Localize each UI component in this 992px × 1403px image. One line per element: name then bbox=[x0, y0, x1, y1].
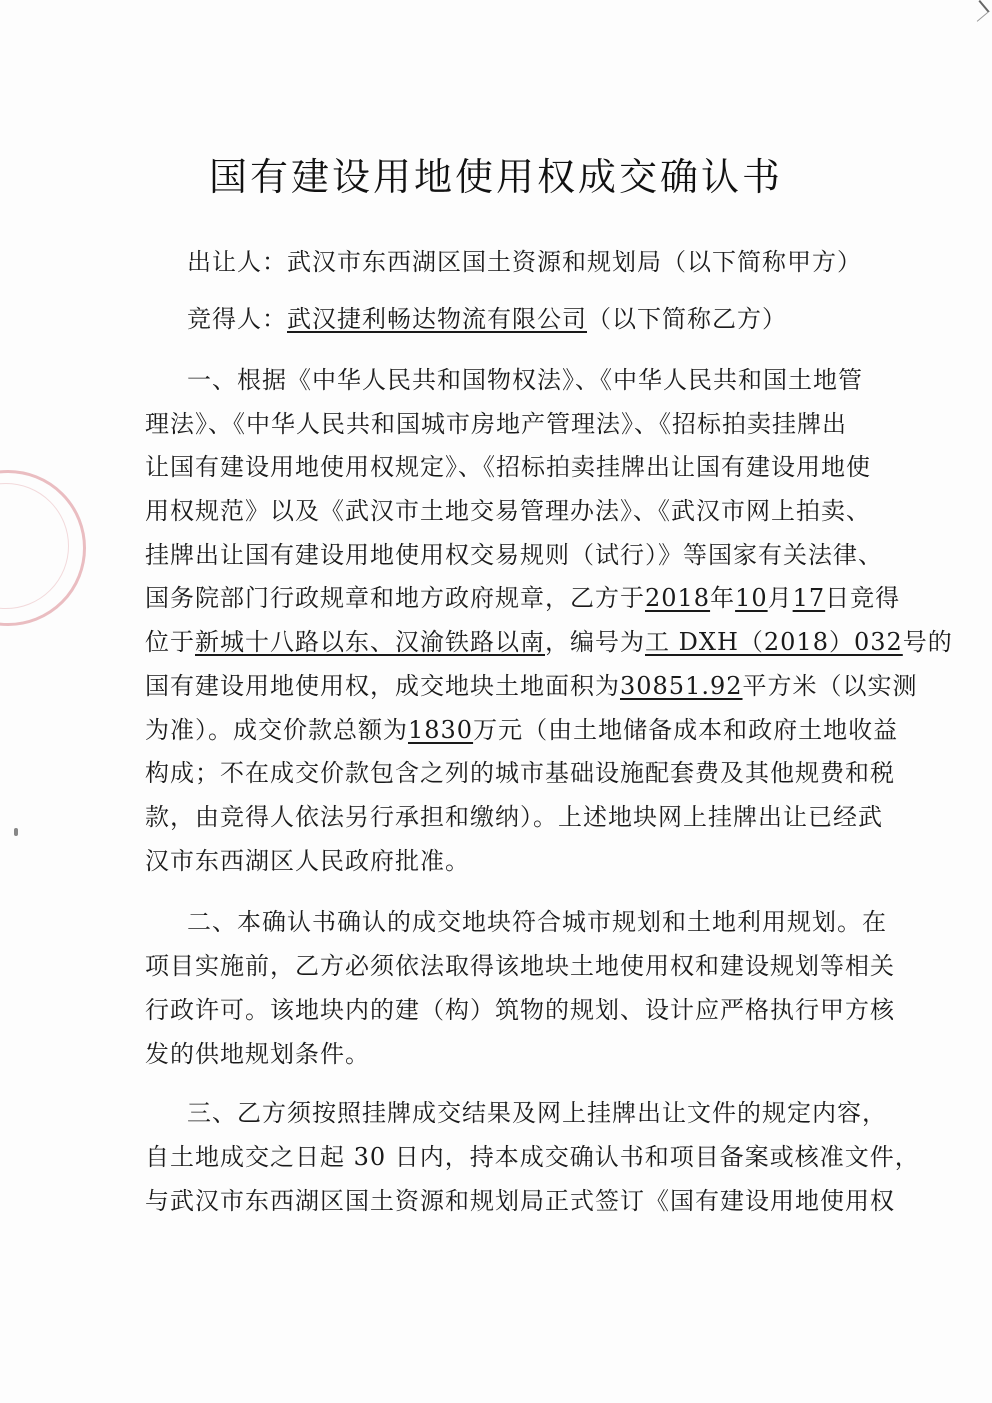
text-segment: 万元（由土地储备成本和政府土地收益 bbox=[473, 716, 899, 744]
grantee-name: 武汉捷利畅达物流有限公司 bbox=[287, 305, 587, 333]
section1-line-location bbox=[145, 626, 953, 658]
text-segment: 位于 bbox=[145, 628, 195, 656]
text-segment: 号的 bbox=[902, 628, 953, 656]
section1-line: 挂牌出让国有建设用地使用权交易规则（试行）》等国家有关法律、 bbox=[145, 541, 883, 569]
text-segment: 月 bbox=[767, 584, 793, 612]
parcel-location: 新城十八路以东、汉渝铁路以南 bbox=[195, 628, 545, 656]
text-segment: 年 bbox=[710, 584, 736, 612]
section1-line: 款，由竞得人依法另行承担和缴纳）。上述地块网上挂牌出让已经武 bbox=[145, 803, 883, 831]
award-day: 17 bbox=[792, 584, 826, 612]
parcel-area: 30851.92 bbox=[620, 672, 743, 700]
section1-line-price bbox=[145, 714, 905, 746]
text-segment: ，编号为 bbox=[545, 628, 645, 656]
section1-line: 用权规范》以及《武汉市土地交易管理办法》、《武汉市网上拍卖、 bbox=[145, 497, 871, 525]
scan-speck bbox=[14, 828, 18, 836]
section1-line: 构成；不在成交价款包含之列的城市基础设施配套费及其他规费和税 bbox=[145, 759, 895, 787]
parcel-number: 工 DXH（2018）032 bbox=[645, 628, 903, 656]
section2-line: 发的供地规划条件。 bbox=[145, 1040, 370, 1068]
grantee-line bbox=[187, 303, 947, 335]
text-segment: 国务院部门行政规章和地方政府规章，乙方于 bbox=[145, 584, 645, 612]
text-segment: 日竞得 bbox=[825, 584, 901, 612]
text-segment: 国有建设用地使用权，成交地块土地面积为 bbox=[145, 672, 620, 700]
official-seal-stamp bbox=[0, 470, 86, 626]
section1-line: 一、根据《中华人民共和国物权法》、《中华人民共和国土地管 bbox=[187, 366, 863, 394]
scan-corner-mark bbox=[968, 0, 990, 22]
text-segment: 平方米（以实测 bbox=[742, 672, 918, 700]
section2-line: 项目实施前，乙方必须依法取得该地块土地使用权和建设规划等相关 bbox=[145, 952, 895, 980]
award-year: 2018 bbox=[645, 584, 711, 612]
section2-line: 二、本确认书确认的成交地块符合城市规划和土地利用规划。在 bbox=[187, 908, 887, 936]
section1-line-date bbox=[145, 582, 905, 614]
section3-line: 与武汉市东西湖区国土资源和规划局正式签订《国有建设用地使用权 bbox=[145, 1187, 895, 1215]
seal-inner-ring bbox=[0, 483, 69, 609]
section3-line: 三、乙方须按照挂牌成交结果及网上挂牌出让文件的规定内容， bbox=[187, 1099, 887, 1127]
grantee-suffix: （以下简称乙方） bbox=[587, 305, 787, 333]
section1-line: 让国有建设用地使用权规定》、《招标拍卖挂牌出让国有建设用地使 bbox=[145, 453, 871, 481]
text-segment: 为准）。成交价款总额为 bbox=[145, 716, 408, 744]
grantee-label: 竞得人： bbox=[187, 305, 287, 333]
award-month: 10 bbox=[735, 584, 768, 612]
section1-line: 汉市东西湖区人民政府批准。 bbox=[145, 847, 470, 875]
grantor-line: 出让人：武汉市东西湖区国土资源和规划局（以下简称甲方） bbox=[187, 248, 862, 276]
section1-line: 理法》、《中华人民共和国城市房地产管理法》、《招标拍卖挂牌出 bbox=[145, 410, 847, 438]
document-title: 国有建设用地使用权成交确认书 bbox=[208, 155, 783, 199]
section1-line-area bbox=[145, 670, 918, 702]
transaction-price: 1830 bbox=[408, 716, 474, 744]
section2-line: 行政许可。该地块内的建（构）筑物的规划、设计应严格执行甲方核 bbox=[145, 996, 895, 1024]
section3-line: 自土地成交之日起 30 日内，持本成交确认书和项目备案或核准文件， bbox=[145, 1143, 920, 1171]
